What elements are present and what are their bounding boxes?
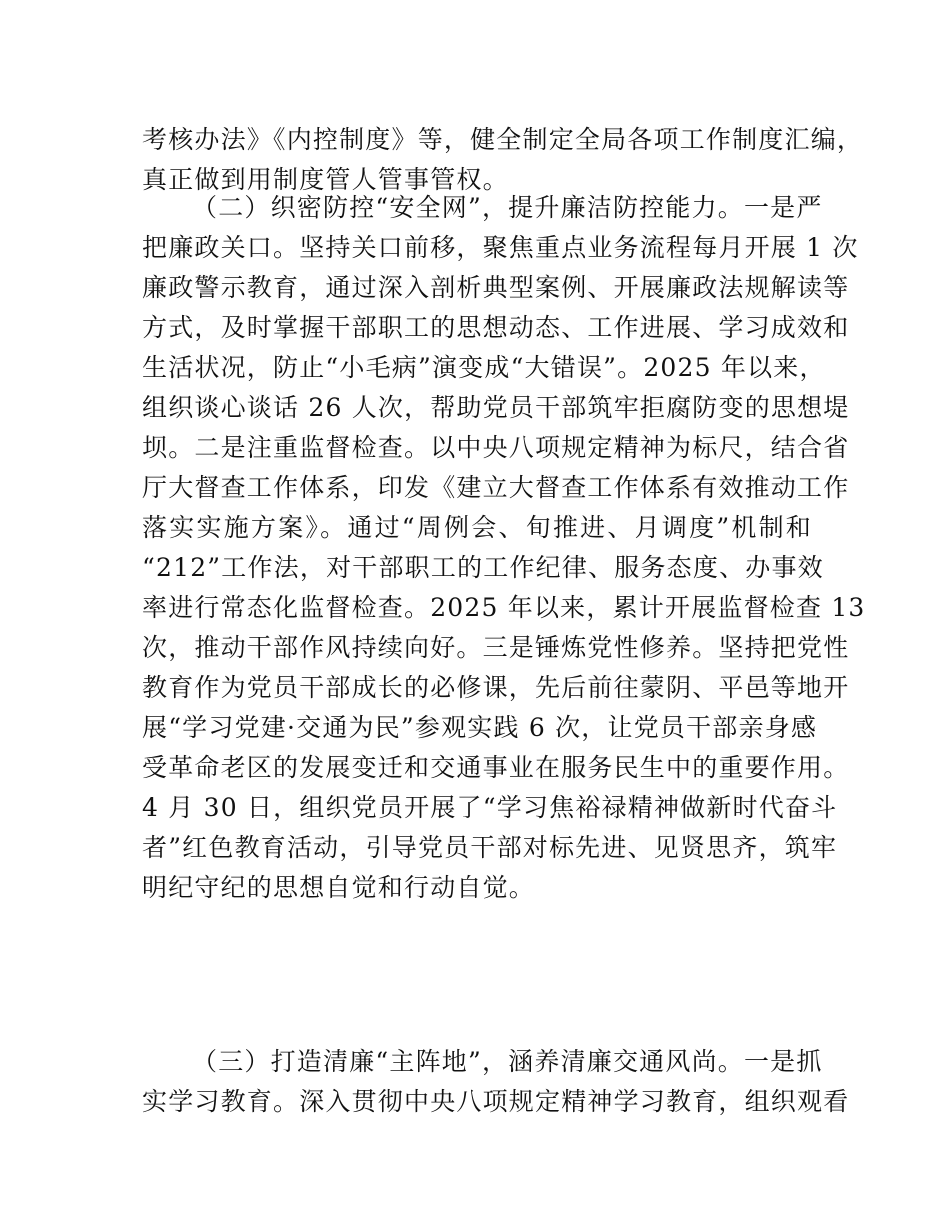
paragraph-3 (142, 1042, 850, 1122)
paragraph-line: 受革命老区的发展变迁和交通事业在服务民生中的重要作用。 (142, 753, 850, 782)
paragraph-line: 实学习教育。深入贯彻中央八项规定精神学习教育，组织观看 (142, 1087, 850, 1116)
paragraph-line: 次，推动干部作风持续向好。三是锤炼党性修养。坚持把党性 (142, 633, 850, 662)
paragraph-line: 教育作为党员干部成长的必修课，先后前往蒙阴、平邑等地开 (142, 673, 850, 702)
paragraph-line: 者”红色教育活动，引导党员干部对标先进、见贤思齐，筑牢 (142, 833, 838, 862)
paragraph-line: 落实实施方案》。通过“周例会、旬推进、月调度”机制和 (142, 513, 812, 542)
paragraph-line: 坝。二是注重监督检查。以中央八项规定精神为标尺，结合省 (142, 433, 850, 462)
paragraph-line: 把廉政关口。坚持关口前移，聚焦重点业务流程每月开展 1 次 (142, 233, 859, 262)
paragraph-line: 真正做到用制度管人管事管权。 (142, 165, 509, 194)
paragraph-line: 生活状况，防止“小毛病”演变成“大错误”。2025 年以来， (142, 353, 826, 382)
paragraph-line: 率进行常态化监督检查。2025 年以来，累计开展监督检查 13 (142, 593, 866, 622)
paragraph-line: 方式，及时掌握干部职工的思想动态、工作进展、学习成效和 (142, 313, 850, 342)
paragraph-line: 廉政警示教育，通过深入剖析典型案例、开展廉政法规解读等 (142, 273, 850, 302)
paragraph-line: （二）织密防控“安全网”，提升廉洁防控能力。一是严 (192, 193, 823, 222)
paragraph-line: “212”工作法，对干部职工的工作纪律、服务态度、办事效 (142, 553, 824, 582)
paragraph-line: 明纪守纪的思想自觉和行动自觉。 (142, 873, 536, 902)
paragraph-line: 4 月 30 日，组织党员开展了“学习焦裕禄精神做新时代奋斗 (142, 793, 838, 822)
paragraph-line: （三）打造清廉“主阵地”，涵养清廉交通风尚。一是抓 (192, 1047, 823, 1076)
paragraph-line: 组织谈心谈话 26 人次，帮助党员干部筑牢拒腐防变的思想堤 (142, 393, 850, 422)
paragraph-line: 厅大督查工作体系，印发《建立大督查工作体系有效推动工作 (142, 473, 850, 502)
paragraph-line: 展“学习党建·交通为民”参观实践 6 次，让党员干部亲身感 (142, 713, 818, 742)
paragraph-2 (142, 188, 866, 908)
paragraph-line: 考核办法》《内控制度》等，健全制定全局各项工作制度汇编， (142, 125, 864, 154)
